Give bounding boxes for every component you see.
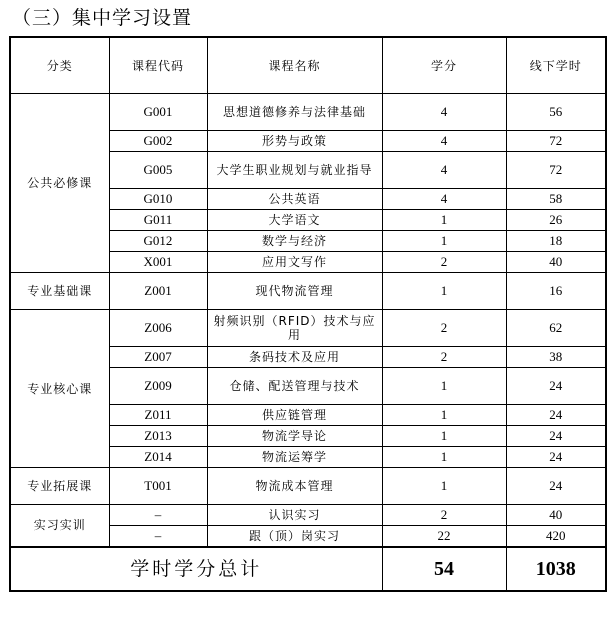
course-code: Z013 bbox=[109, 426, 207, 447]
category-cell: 专业拓展课 bbox=[10, 468, 109, 505]
course-name: 物流成本管理 bbox=[207, 468, 382, 505]
course-hours: 58 bbox=[506, 189, 606, 210]
course-code: G001 bbox=[109, 94, 207, 131]
course-code: Z014 bbox=[109, 447, 207, 468]
course-credits: 2 bbox=[382, 347, 506, 368]
course-hours: 26 bbox=[506, 210, 606, 231]
course-code: – bbox=[109, 526, 207, 547]
course-name: 数学与经济 bbox=[207, 231, 382, 252]
course-table bbox=[9, 36, 607, 592]
course-code: – bbox=[109, 505, 207, 526]
course-code: X001 bbox=[109, 252, 207, 273]
header-code: 课程代码 bbox=[109, 37, 207, 94]
course-hours: 24 bbox=[506, 426, 606, 447]
course-name: 现代物流管理 bbox=[207, 273, 382, 310]
course-code: G012 bbox=[109, 231, 207, 252]
course-credits: 1 bbox=[382, 447, 506, 468]
course-credits: 2 bbox=[382, 252, 506, 273]
course-name: 供应链管理 bbox=[207, 405, 382, 426]
course-code: G002 bbox=[109, 131, 207, 152]
course-name: 物流运筹学 bbox=[207, 447, 382, 468]
course-code: G005 bbox=[109, 152, 207, 189]
category-cell: 专业核心课 bbox=[10, 310, 109, 468]
section-title: （三）集中学习设置 bbox=[12, 7, 193, 29]
course-row bbox=[10, 94, 606, 131]
course-hours: 72 bbox=[506, 131, 606, 152]
course-name: 射频识别（RFID）技术与应用 bbox=[207, 310, 382, 347]
course-code: Z011 bbox=[109, 405, 207, 426]
course-hours: 24 bbox=[506, 447, 606, 468]
course-credits: 1 bbox=[382, 273, 506, 310]
header-row bbox=[10, 37, 606, 94]
course-hours: 62 bbox=[506, 310, 606, 347]
course-code: T001 bbox=[109, 468, 207, 505]
course-name: 认识实习 bbox=[207, 505, 382, 526]
course-credits: 2 bbox=[382, 505, 506, 526]
course-credits: 4 bbox=[382, 152, 506, 189]
course-row bbox=[10, 273, 606, 310]
course-name: 跟（顶）岗实习 bbox=[207, 526, 382, 547]
course-name: 大学生职业规划与就业指导 bbox=[207, 152, 382, 189]
course-credits: 4 bbox=[382, 94, 506, 131]
category-cell: 实习实训 bbox=[10, 505, 109, 547]
course-name: 仓储、配送管理与技术 bbox=[207, 368, 382, 405]
course-credits: 1 bbox=[382, 210, 506, 231]
course-credits: 4 bbox=[382, 131, 506, 152]
course-hours: 40 bbox=[506, 505, 606, 526]
course-row bbox=[10, 310, 606, 347]
course-credits: 1 bbox=[382, 426, 506, 447]
course-credits: 4 bbox=[382, 189, 506, 210]
course-row bbox=[10, 468, 606, 505]
header-credits: 学分 bbox=[382, 37, 506, 94]
course-hours: 24 bbox=[506, 468, 606, 505]
course-hours: 18 bbox=[506, 231, 606, 252]
course-hours: 38 bbox=[506, 347, 606, 368]
header-name: 课程名称 bbox=[207, 37, 382, 94]
course-code: G011 bbox=[109, 210, 207, 231]
course-credits: 22 bbox=[382, 526, 506, 547]
course-name: 思想道德修养与法律基础 bbox=[207, 94, 382, 131]
course-code: Z001 bbox=[109, 273, 207, 310]
course-code: Z009 bbox=[109, 368, 207, 405]
category-cell: 专业基础课 bbox=[10, 273, 109, 310]
course-hours: 40 bbox=[506, 252, 606, 273]
header-category: 分类 bbox=[10, 37, 109, 94]
course-name: 形势与政策 bbox=[207, 131, 382, 152]
course-hours: 16 bbox=[506, 273, 606, 310]
header-hours: 线下学时 bbox=[506, 37, 606, 94]
course-name: 公共英语 bbox=[207, 189, 382, 210]
course-hours: 420 bbox=[506, 526, 606, 547]
course-credits: 1 bbox=[382, 231, 506, 252]
total-hours: 1038 bbox=[506, 547, 606, 591]
course-credits: 1 bbox=[382, 468, 506, 505]
total-label: 学时学分总计 bbox=[10, 547, 382, 591]
course-hours: 56 bbox=[506, 94, 606, 131]
course-name: 物流学导论 bbox=[207, 426, 382, 447]
course-credits: 1 bbox=[382, 368, 506, 405]
course-row bbox=[10, 505, 606, 526]
total-row bbox=[10, 547, 606, 591]
course-hours: 72 bbox=[506, 152, 606, 189]
course-name: 条码技术及应用 bbox=[207, 347, 382, 368]
course-hours: 24 bbox=[506, 368, 606, 405]
course-code: Z007 bbox=[109, 347, 207, 368]
category-cell: 公共必修课 bbox=[10, 94, 109, 273]
course-code: G010 bbox=[109, 189, 207, 210]
total-credits: 54 bbox=[382, 547, 506, 591]
course-code: Z006 bbox=[109, 310, 207, 347]
course-name: 应用文写作 bbox=[207, 252, 382, 273]
course-credits: 1 bbox=[382, 405, 506, 426]
course-credits: 2 bbox=[382, 310, 506, 347]
course-table-body bbox=[10, 37, 606, 591]
course-name: 大学语文 bbox=[207, 210, 382, 231]
course-hours: 24 bbox=[506, 405, 606, 426]
